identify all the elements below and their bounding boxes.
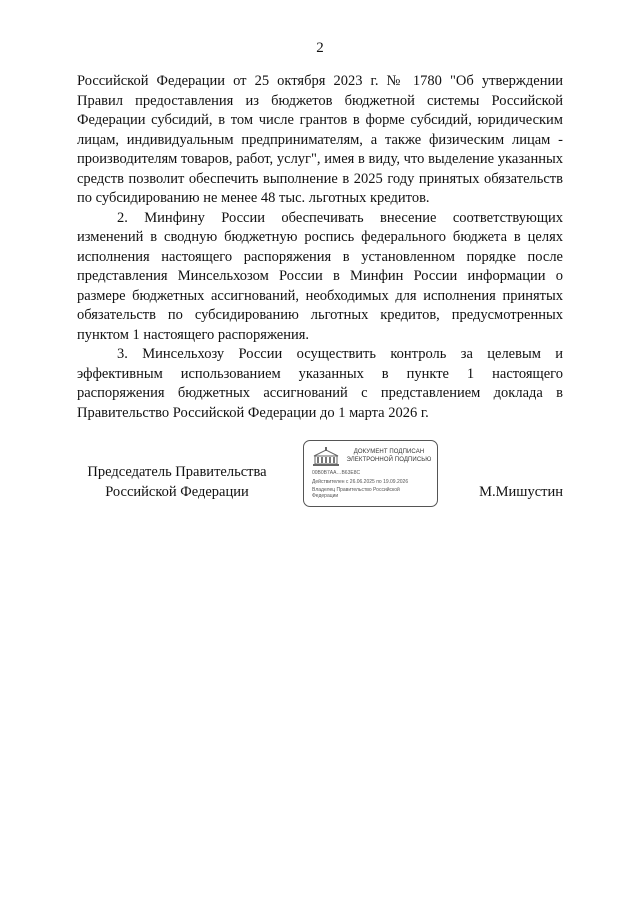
document-body [77, 72, 563, 423]
stamp-title-line-2: ЭЛЕКТРОННОЙ ПОДПИСЬЮ [346, 457, 432, 463]
stamp-title-line-1: ДОКУМЕНТ ПОДПИСАН [353, 449, 425, 455]
stamp-owner-line-1: Владелец Правительство Российской [312, 487, 400, 493]
electronic-signature-stamp [303, 440, 438, 507]
signatory-position [77, 463, 277, 502]
signatory-position-line-1: Председатель Правительства [87, 464, 267, 480]
paragraph-continuation: Российской Федерации от 25 октября 2023 г. № 1780 "Об утверждении Правил предоставления из бюджетов бюджетной системы Российской Федерации субсидий, в том числе грантов в форме субсидий, юридическим лицам, индивидуальным предпринимателям, а также физическим лицам - производителям товаров, работ, услуг", имея в виду, что выделение указанных средств позволит обеспечить выполнение в 2025 году принятых обязательств по субсидированию не менее 48 тыс. льготных кредитов. [77, 73, 563, 206]
signature-block [77, 440, 563, 510]
page-number: 2 [316, 40, 324, 56]
stamp-validity: Действителен с 26.06.2025 по 19.09.2026 [312, 479, 409, 485]
stamp-owner-line-2: Федерации [312, 493, 339, 499]
paragraph-item-3: 3. Минсельхозу России осуществить контроль за целевым и эффективным использованием указанных в пункте 1 настоящего распоряжения бюджетных ассигнований с представлением доклада в Правительство Российской Федерации до 1 марта 2026 г. [77, 346, 563, 421]
stamp-title [344, 448, 434, 464]
signatory-name: М.Мишустин [479, 484, 563, 500]
government-building-icon [312, 447, 340, 467]
stamp-certificate-number: 00B0B7AA…B63E8C [312, 470, 361, 476]
paragraph-item-2: 2. Минфину России обеспечивать внесение соответствующих изменений в сводную бюджетную роспись федерального бюджета в целях исполнения настоящего распоряжения в установленном порядке после представления Минсельхозом России в Минфин России информации о размере бюджетных ассигнований, необходимых для исполнения принятых обязательств по субсидированию льготных кредитов, предусмотренных пунктом 1 настоящего распоряжения. [77, 209, 563, 343]
signatory-position-line-2: Российской Федерации [105, 483, 249, 500]
